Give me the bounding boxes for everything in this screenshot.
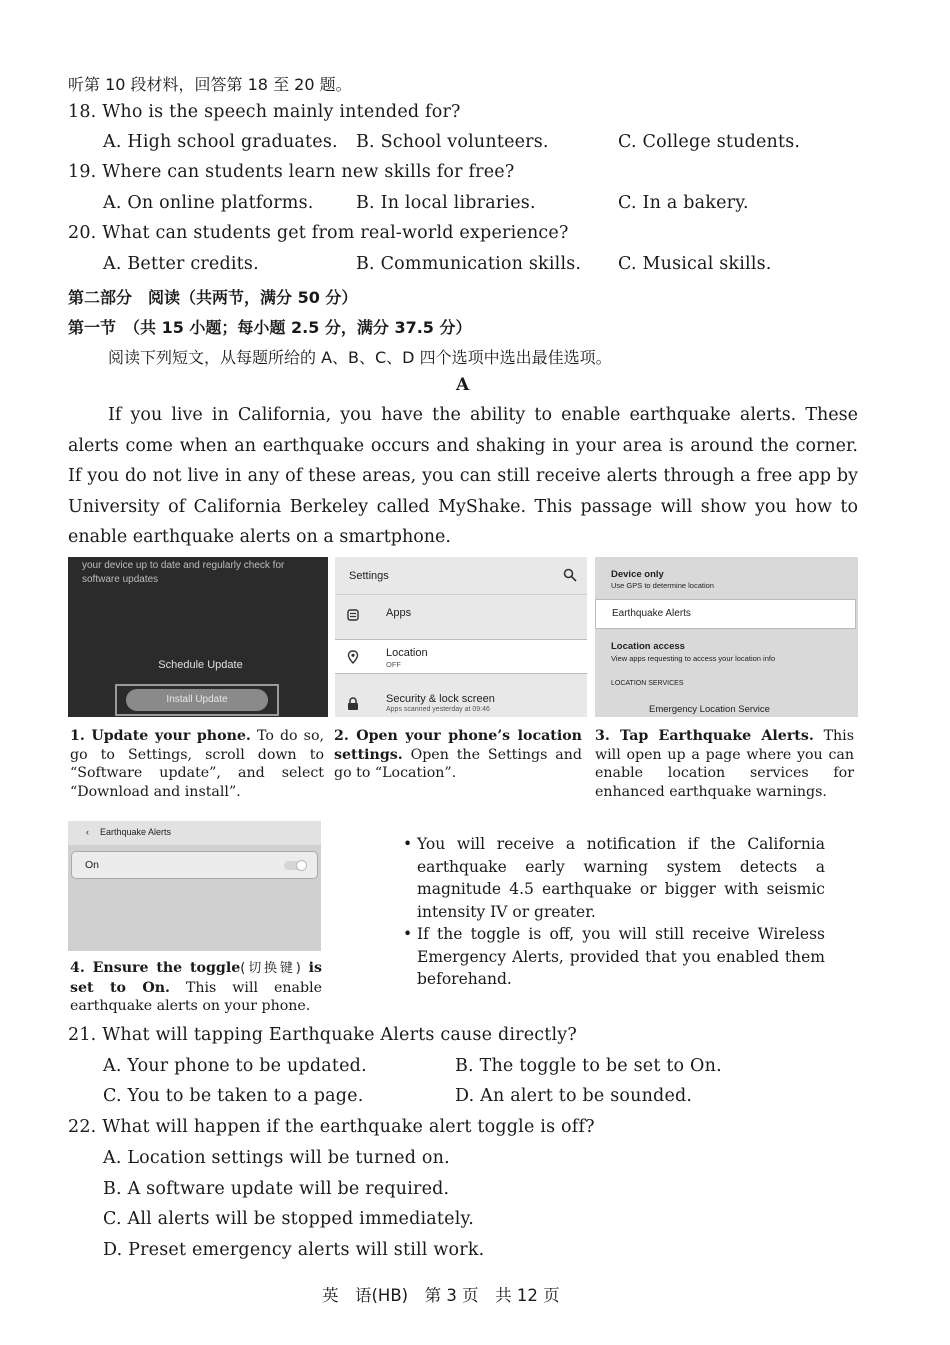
reading-instruction: 阅读下列短文，从每题所给的 A、B、C、D 四个选项中选出最佳选项。 — [108, 348, 612, 367]
question-20-option-a: A. Better credits. — [103, 254, 259, 274]
question-21-option-c: C. You to be taken to a page. — [103, 1086, 364, 1106]
step-1-caption: 1. Update your phone. To do so, go to Settings, scroll down to “Software update”, and select “Download and install”. — [70, 728, 325, 800]
settings-title: Settings — [349, 570, 389, 582]
back-chevron-icon[interactable]: ‹ — [86, 827, 89, 837]
question-22-option-b: B. A software update will be required. — [103, 1179, 450, 1199]
lock-icon — [347, 696, 359, 716]
on-label: On — [85, 859, 100, 871]
question-21-stem: 21. What will tapping Earthquake Alerts cause directly? — [68, 1025, 577, 1045]
question-18-stem: 18. Who is the speech mainly intended for? — [68, 102, 461, 122]
question-20-option-c: C. Musical skills. — [618, 254, 772, 274]
question-20-stem: 20. What can students get from real-world experience? — [68, 223, 569, 243]
question-18-option-b: B. School volunteers. — [356, 132, 549, 152]
on-toggle-row[interactable] — [71, 851, 318, 879]
toggle-switch[interactable] — [284, 861, 306, 870]
section1-title: 第一节 （共 15 小题；每小题 2.5 分，满分 37.5 分） — [68, 318, 472, 337]
question-19-option-a: A. On online platforms. — [103, 193, 314, 213]
question-21-option-b: B. The toggle to be set to On. — [455, 1056, 722, 1076]
bullet-item: • You will receive a notification if the California earthquake early warning system detects a magnitude 4.5 earthquake or bigger with seismic intensity IV or greater. — [403, 835, 825, 921]
device-only-sub: Use GPS to determine location — [611, 581, 714, 590]
question-21-option-d: D. An alert to be sounded. — [455, 1086, 693, 1106]
question-19-option-b: B. In local libraries. — [356, 193, 536, 213]
apps-icon — [347, 606, 359, 626]
question-20-option-b: B. Communication skills. — [356, 254, 582, 274]
step-3-caption: 3. Tap Earthquake Alerts. This will open up a page where you can enable location services for enhanced earthquake warnings. — [595, 728, 854, 800]
location-services-header: LOCATION SERVICES — [611, 680, 684, 687]
question-22-option-a: A. Location settings will be turned on. — [103, 1148, 450, 1168]
question-19-stem: 19. Where can students learn new skills for free? — [68, 162, 515, 182]
page-footer: 英 语(HB) 第 3 页 共 12 页 — [322, 1286, 560, 1305]
location-access-sub: View apps requesting to access your location info — [611, 654, 776, 663]
screenshot-software-update — [68, 557, 328, 717]
screenshot-settings — [335, 557, 587, 717]
part2-title: 第二部分 阅读（共两节，满分 50 分） — [68, 288, 358, 307]
listening-intro: 听第 10 段材料，回答第 18 至 20 题。 — [68, 75, 352, 94]
question-22-option-d: D. Preset emergency alerts will still work. — [103, 1240, 485, 1260]
earthquake-alerts-label: Earthquake Alerts — [612, 608, 691, 619]
question-18-option-a: A. High school graduates. — [103, 132, 338, 152]
device-only-label: Device only — [611, 569, 664, 580]
question-19-option-c: C. In a bakery. — [618, 193, 749, 213]
location-pin-icon — [347, 649, 359, 669]
security-status: Apps scanned yesterday at 09:46 — [386, 706, 490, 713]
earthquake-alerts-item[interactable] — [595, 599, 856, 629]
step-2-caption: 2. Open your phone’s location settings. Open the Settings and go to “Location”. — [334, 728, 582, 781]
settings-item-apps[interactable]: Apps — [386, 607, 412, 619]
location-status: OFF — [386, 660, 401, 669]
step-4-caption: 4. Ensure the toggle(切换键) is set to On. This will enable earthquake alerts on your phone. — [70, 960, 323, 1014]
location-access-label: Location access — [611, 641, 685, 652]
search-icon[interactable] — [563, 567, 577, 587]
screenshot-location-settings — [595, 557, 858, 717]
install-update-button[interactable]: Install Update — [126, 689, 268, 711]
question-22-option-c: C. All alerts will be stopped immediately. — [103, 1209, 475, 1229]
passage-paragraph: If you live in California, you have the ability to enable earthquake alerts. These alerts come when an earthquake occurs and shaking in your area is around the corner. If you do not live in any of these areas, you can still receive alerts through a free app by University of California Berkeley called MyShake. This passage will show you how to enable earthquake alerts on a smartphone. — [68, 405, 858, 547]
alert-notes — [403, 833, 825, 991]
earthquake-alerts-header: Earthquake Alerts — [100, 827, 172, 837]
location-label: Location — [386, 647, 428, 659]
screenshot-earthquake-alerts-toggle — [68, 821, 321, 951]
question-18-option-c: C. College students. — [618, 132, 801, 152]
settings-item-security[interactable]: Security & lock screen — [386, 693, 495, 705]
passage-letter: A — [456, 375, 470, 395]
settings-item-location[interactable] — [335, 639, 587, 674]
question-21-option-a: A. Your phone to be updated. — [103, 1056, 367, 1076]
question-22-stem: 22. What will happen if the earthquake alert toggle is off? — [68, 1117, 595, 1137]
schedule-update-label: Schedule Update — [158, 659, 243, 671]
emergency-location-service[interactable]: Emergency Location Service — [649, 704, 770, 715]
bullet-item: • If the toggle is off, you will still receive Wireless Emergency Alerts, provided that you enabled them beforehand. — [403, 925, 825, 988]
update-info-text: your device up to date and regularly check for software updates — [82, 560, 285, 585]
